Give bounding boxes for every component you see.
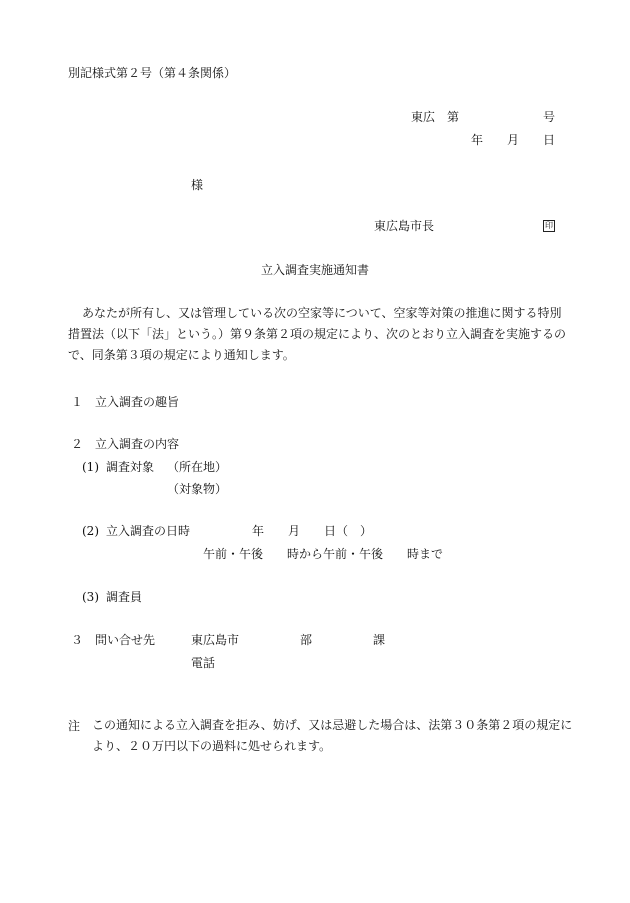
section3-number: ３ — [71, 633, 84, 647]
item1-object: （対象物） — [167, 482, 228, 496]
item2-label: 立入調査の日時 — [106, 524, 191, 538]
note-body: この通知による立入調査を拒み、妨げ、又は忌避した場合は、法第３０条第２項の規定により、２０万円以下の過料に処せられます。 — [92, 718, 573, 753]
item2-number: (2) — [82, 524, 99, 538]
contact-organization: 東広島市 — [191, 633, 240, 647]
section2-number: ２ — [71, 437, 84, 451]
section3-heading: 問い合せ先 — [95, 633, 156, 647]
item1-location: （所在地） — [167, 460, 228, 474]
note-label: 注 — [68, 719, 81, 733]
document-title: 立入調査実施通知書 — [260, 263, 369, 277]
item2-time: 午前・午後 時から午前・午後 時まで — [203, 547, 444, 561]
contact-section: 課 — [373, 633, 386, 647]
contact-phone-label: 電話 — [191, 656, 216, 670]
section1-number: １ — [71, 395, 84, 409]
contact-department: 部 — [300, 633, 313, 647]
note-text — [92, 715, 576, 757]
item3-label: 調査員 — [106, 590, 143, 604]
issuer-name: 東広島市長 — [374, 219, 435, 233]
section1-heading: 立入調査の趣旨 — [95, 395, 180, 409]
item1-number: (1) — [82, 460, 99, 474]
item3-number: (3) — [82, 590, 99, 604]
seal-mark: 印 — [545, 221, 553, 230]
addressee-suffix: 様 — [191, 178, 204, 192]
item1-label: 調査対象 — [106, 460, 155, 474]
intro-paragraph: あなたが所有し、又は管理している次の空家等について、空家等対策の推進に関する特別措置法（以下「法」という。）第９条第２項の規定により、次のとおり立入調査を実施するので、同条第３項の規定により通知します。 — [68, 306, 567, 362]
form-label: 別記様式第２号（第４条関係） — [68, 66, 237, 80]
document-number: 東広 第 号 — [410, 110, 555, 124]
item2-date: 年 月 日（ ） — [252, 524, 373, 538]
document-date: 年 月 日 — [470, 133, 555, 147]
section2-heading: 立入調査の内容 — [95, 437, 180, 451]
